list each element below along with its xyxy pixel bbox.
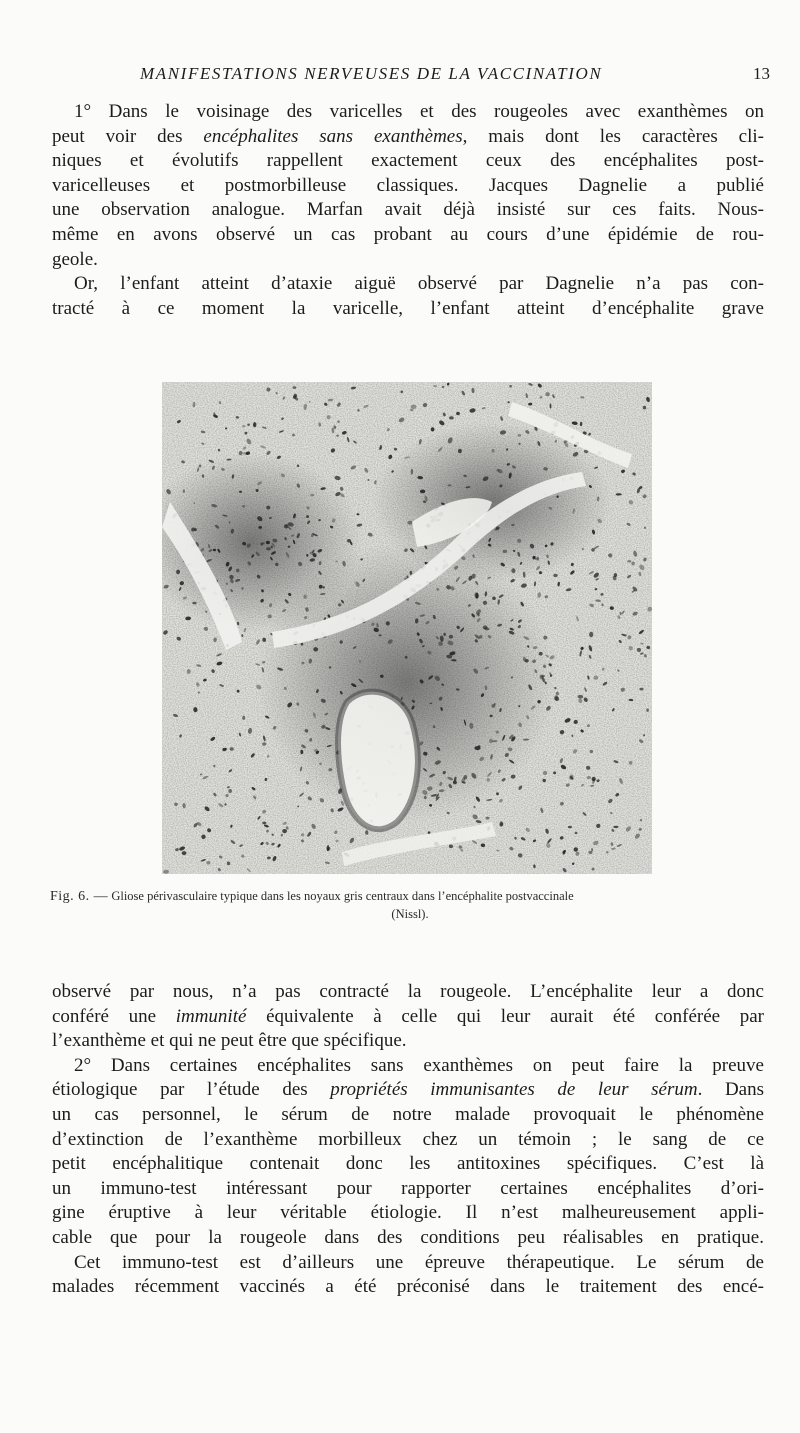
italic-emphasis: immunité	[175, 1005, 247, 1027]
text-line: conféré une immunité équivalente à celle qui leur aurait été conférée par	[52, 1005, 764, 1027]
micrograph-image	[162, 382, 652, 874]
text-line: une observation analogue. Marfan avait déjà insisté sur ces faits. Nous-	[52, 199, 764, 221]
figure-caption	[50, 888, 770, 922]
text-line: d’extinction de l’exanthème morbilleux chez un témoin ; le sang de ce	[52, 1128, 764, 1150]
text-line: étiologique par l’étude des propriétés immunisantes de leur sérum. Dans	[52, 1079, 764, 1101]
text-line: un immuno-test intéressant pour rapporter certaines encéphalites d’ori-	[52, 1177, 764, 1199]
text-line: l’exanthème et qui ne peut être que spécifique.	[52, 1030, 407, 1052]
text-line: même en avons observé un cas probant au cours d’une épidémie de rou-	[52, 223, 764, 245]
running-head: MANIFESTATIONS NERVEUSES DE LA VACCINATION	[140, 64, 603, 83]
text-line: varicelleuses et postmorbilleuse classiques. Jacques Dagnelie a publié	[52, 174, 764, 196]
body-text-bottom	[52, 980, 764, 1300]
text-line: observé par nous, n’a pas contracté la rougeole. L’encéphalite leur a donc	[52, 981, 764, 1002]
figure-label: Fig. 6. —	[50, 889, 109, 904]
caption-text: Gliose périvasculaire typique dans les noyaux gris centraux dans l’encéphalite postvaccinale	[111, 889, 574, 903]
text-line: 2° Dans certaines encéphalites sans exanthèmes on peut faire la preuve	[74, 1054, 764, 1076]
text-line: cable que pour la rougeole dans des conditions peu réalisables en pratique.	[52, 1226, 764, 1248]
text-line: un cas personnel, le sérum de notre malade provoquait le phénomène	[52, 1103, 764, 1125]
body-text-top	[52, 100, 764, 321]
text-line: malades récemment vaccinés a été préconisé dans le traitement des encé-	[52, 1276, 764, 1298]
text-line: niques et évolutifs rappellent exactement ceux des encéphalites post-	[52, 150, 764, 172]
text-line: geole.	[52, 248, 98, 270]
text-line: petit encéphalitique contenait donc les antitoxines spécifiques. C’est là	[52, 1153, 764, 1175]
caption-stain: (Nissl).	[391, 907, 429, 921]
page-header	[60, 64, 770, 88]
text-line: gine éruptive à leur véritable étiologie. Il n’est malheureusement appli-	[52, 1202, 764, 1224]
italic-emphasis: encéphalites sans exanthèmes	[203, 125, 463, 147]
italic-emphasis: propriétés immunisantes de leur sérum	[330, 1079, 698, 1101]
text-line: peut voir des encéphalites sans exanthèmes, mais dont les caractères cli-	[52, 125, 764, 147]
text-line: Cet immuno-test est d’ailleurs une épreuve thérapeutique. Le sérum de	[74, 1251, 764, 1273]
page-number: 13	[753, 64, 770, 83]
micrograph-figure	[162, 382, 652, 874]
text-line: Or, l’enfant atteint d’ataxie aiguë observé par Dagnelie n’a pas con-	[74, 273, 764, 295]
text-line: tracté à ce moment la varicelle, l’enfant atteint d’encéphalite grave	[52, 297, 764, 319]
text-line: 1° Dans le voisinage des varicelles et des rougeoles avec exanthèmes on	[74, 101, 764, 122]
